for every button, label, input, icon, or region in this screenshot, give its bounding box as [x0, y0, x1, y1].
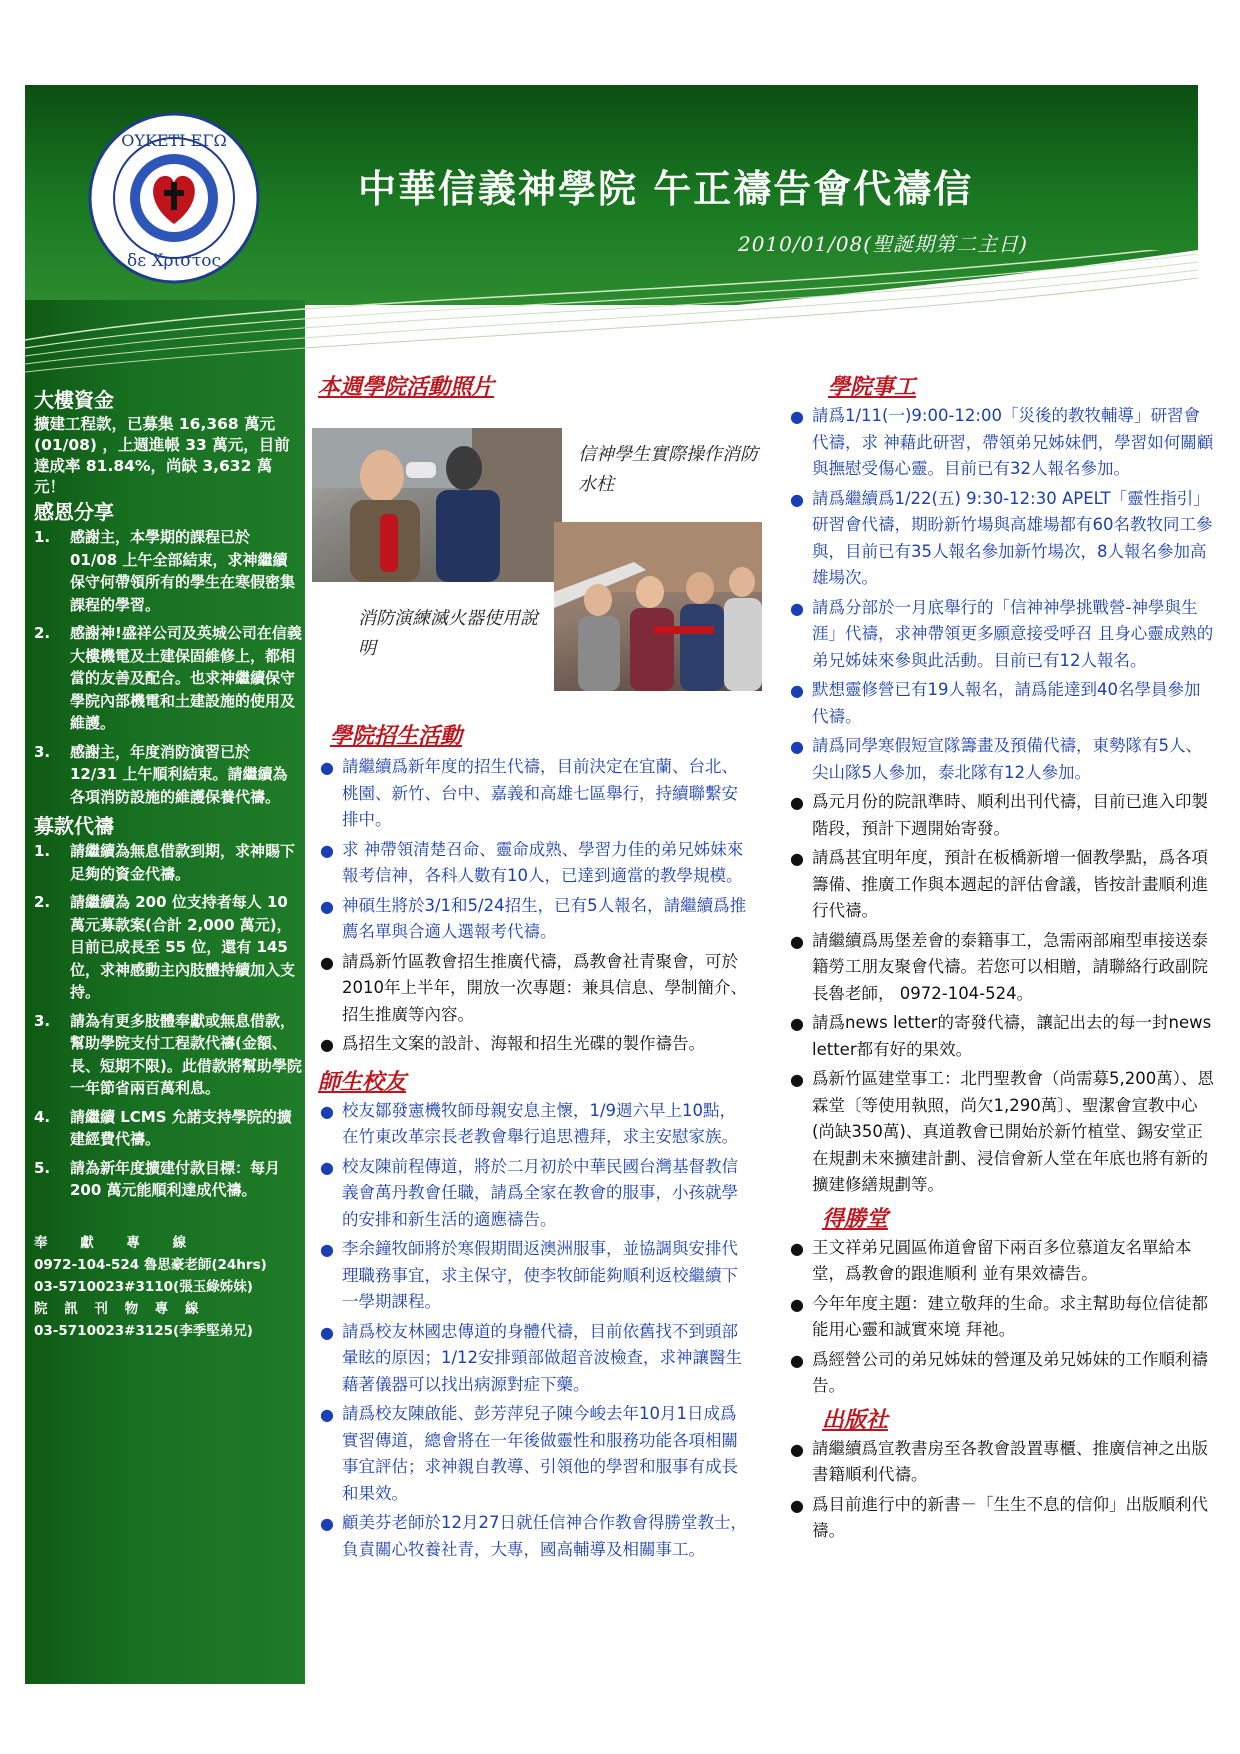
- list-item: ● 請爲繼續爲1/22(五) 9:30-12:30 APELT「靈性指引」研習會代禱，期盼新竹場與高雄場都有60名教牧同工參與，目前已有35人報名參加新竹場次，8人報名參加高雄場次。: [790, 488, 1213, 587]
- list-item: ● 爲元月份的院訊準時、順利出刊代禱，目前已進入印製階段，預計下週開始寄發。: [790, 792, 1208, 838]
- offering-line: 0972-104-524 魯思豪老師(24hrs): [34, 1256, 267, 1273]
- list-item: [34, 840, 302, 885]
- item-number: 3.: [34, 1011, 51, 1030]
- item-text: 請繼續爲新年度的招生代禱，目前決定在宜蘭、台北、桃園、新竹、台中、嘉義和高雄七區舉行，持續聯繫安排中。: [342, 757, 738, 829]
- list-item: ● 請繼續爲宣教書房至各教會設置專櫃、推廣信神之出版書籍順利代禱。: [790, 1438, 1208, 1484]
- list-item: [34, 891, 302, 1004]
- item-text: 李余鐘牧師將於寒假期間返澳洲服事，並協調與安排代理職務事宜，求主保守，使李牧師能夠順利返校繼續下一學期課程。: [342, 1239, 738, 1311]
- list-item: ● 校友鄒發憲機牧師母親安息主懷，1/9週六早上10點，在竹東改革宗長老教會舉行追思禮拜，求主安慰家族。: [320, 1100, 738, 1146]
- item-text: 請繼續為無息借款到期，求神賜下足夠的資金代禱。: [70, 842, 296, 883]
- publisher-section-title: 出版社: [822, 1406, 889, 1433]
- publication-line: 03-5710023#3125(李季堅弟兄): [34, 1322, 253, 1339]
- list-item: ● 請爲1/11(一)9:00-12:00「災後的教牧輔導」研習會代禱，求 神藉此研習，帶領弟兄姊妹們，學習如何關顧與撫慰受傷心靈。目前已有32人報名參加。: [790, 406, 1214, 478]
- item-text: 神碩生將於3/1和5/24招生，已有5人報名，請繼續爲推薦名單與合適人選報考代禱。: [342, 895, 747, 941]
- list-item: ● 請爲分部於一月底舉行的「信神神學挑戰營-神學與生涯」代禱，求神帶領更多願意接受呼召 且身心靈成熟的弟兄姊妹來參與此活動。目前已有12人報名。: [790, 597, 1214, 670]
- list-item: ● 求 神帶領清楚召命、靈命成熟、學習力佳的弟兄姊妹來報考信神，各科人數有10人，已達到適當的教學規模。: [320, 839, 744, 885]
- thanks-title: 感恩分享: [34, 500, 114, 524]
- list-item: ● 請爲同學寒假短宣隊籌畫及預備代禱，東勢隊有5人、尖山隊5人參加，泰北隊有12人參加。: [790, 736, 1202, 782]
- list-item: ● 王文祥弟兄圓區佈道會留下兩百多位慕道友名單給本堂，爲教會的跟進順利 並有果效禱告。: [790, 1237, 1192, 1283]
- list-item: ● 顧美芬老師於12月27日就任信神合作教會得勝堂教士，負責關心牧養社青，大專，國高輔導及相關事工。: [320, 1513, 747, 1559]
- photo-caption-hose: 信神學生實際操作消防水柱: [578, 444, 758, 495]
- item-text: 請爲news letter的寄發代禱，讓記出去的每一封news letter都有好的果效。: [812, 1013, 1212, 1059]
- middle-column: [318, 370, 748, 1566]
- item-text: 王文祥弟兄圓區佈道會留下兩百多位慕道友名單給本堂，爲教會的跟進順利 並有果效禱告。: [812, 1237, 1192, 1283]
- seal-text-top: ΟΥΚΕΤΙ ΕΓΩ: [121, 131, 227, 150]
- item-text: 感謝主，本學期的課程已於 01/08 上午全部結束，求神繼續保守何帶領所有的學生在寒假密集課程的學習。: [70, 528, 296, 614]
- ministry-section-title: 學院事工: [828, 374, 917, 400]
- list-item: [34, 622, 302, 735]
- item-text: 校友鄒發憲機牧師母親安息主懷，1/9週六早上10點，在竹東改革宗長老教會舉行追思禮拜，求主安慰家族。: [342, 1100, 738, 1146]
- item-text: 求 神帶領清楚召命、靈命成熟、學習力佳的弟兄姊妹來報考信神，各科人數有10人，已達到適當的教學規模。: [342, 839, 744, 885]
- item-text: 今年年度主題：建立敬拜的生命。求主幫助每位信徒都能用心靈和誠實來境 拜祂。: [812, 1293, 1208, 1339]
- building-fund-title: 大樓資金: [34, 388, 114, 412]
- list-item: ● 爲目前進行中的新書－「生生不息的信仰」出版順利代禱。: [790, 1494, 1208, 1540]
- list-item: ● 請爲news letter的寄發代禱，讓記出去的每一封news letter都有好的果效。: [790, 1013, 1212, 1059]
- list-item: ● 請爲校友林國忠傳道的身體代禱，目前依舊找不到頭部暈眩的原因；1/12安排頸部做超音波檢查，求神讓醫生藉著儀器可以找出病源對症下藥。: [320, 1321, 743, 1394]
- item-text: 請為有更多肢體奉獻或無息借款，幫助學院支付工程款代禱(金額、長、短期不限)。此借款將幫助學院一年節省兩百萬利息。: [70, 1011, 302, 1097]
- list-item: [34, 1106, 302, 1151]
- recruit-list: [318, 754, 748, 1058]
- list-item: ● 請繼續爲馬堡差會的泰籍事工，急需兩部廂型車接送泰籍勞工朋友聚會代禱。若您可以相贈，請聯絡行政副院長魯老師， 0972-104-524。: [790, 930, 1208, 1003]
- list-item: ● 請爲新竹區教會招生推廣代禱，爲教會社青聚會，可於2010年上半年，開放一次專題：兼具信息、學制簡介、招生推廣等內容。: [320, 951, 747, 1024]
- item-text: 請爲校友陳啟能、彭芳萍兒子陳今峻去年10月1日成爲實習傳道，總會將在一年後做靈性和服務功能各項相關事宜評估；求神親自教導、引領他的學習和服事有成長和果效。: [342, 1404, 738, 1503]
- victory-list: [788, 1235, 1216, 1400]
- item-text: 請繼續 LCMS 允諾支持學院的擴建經費代禱。: [70, 1107, 292, 1148]
- list-item: ● 爲新竹區建堂事工：北門聖教會（尚需募5,200萬）、恩霖堂〔等使用執照，尚欠1,290萬〕、聖潔會宣教中心(尚缺350萬)、真道教會已開始於新竹植堂、錫安堂正在規劃未來擴建計劃、浸信會新人堂在年底也將有新的擴建修繕規劃等。: [790, 1069, 1214, 1194]
- photo-caption-extinguisher: 消防演練滅火器使用說明: [358, 608, 538, 659]
- recruit-section-title: 學院招生活動: [330, 723, 463, 749]
- publication-label: 院 訊 刊 物 專 線: [34, 1300, 205, 1317]
- item-text: 請繼續爲宣教書房至各教會設置專櫃、推廣信神之出版書籍順利代禱。: [812, 1438, 1208, 1484]
- item-text: 顧美芬老師於12月27日就任信神合作教會得勝堂教士，負責關心牧養社青，大專，國高輔導及相關事工。: [342, 1513, 747, 1559]
- building-fund-text: 擴建工程款，已募集 16,368 萬元 (01/08) ，上週進帳 33 萬元，目前達成率 81.84%，尚缺 3,632 萬元！: [34, 415, 290, 496]
- list-item: ● 請爲校友陳啟能、彭芳萍兒子陳今峻去年10月1日成爲實習傳道，總會將在一年後做靈性和服務功能各項相關事宜評估；求神親自教導、引領他的學習和服事有成長和果效。: [320, 1404, 738, 1503]
- list-item: ● 爲招生文案的設計、海報和招生光碟的製作禱告。: [320, 1034, 705, 1054]
- seminary-seal-logo: [88, 112, 260, 284]
- issue-date: 2010/01/08(聖誕期第二主日): [738, 232, 1028, 256]
- offering-label: 奉 獻 專 線: [34, 1234, 201, 1251]
- ministry-list: [788, 403, 1216, 1199]
- list-item: ● 校友陳前程傳道，將於二月初於中華民國台灣基督教信義會萬丹教會任職，請爲全家在教會的服事，小孩就學的安排和新生活的適應禱告。: [320, 1156, 738, 1229]
- list-item: ● 神碩生將於3/1和5/24招生，已有5人報名，請繼續爲推薦名單與合適人選報考代禱。: [320, 895, 747, 941]
- item-text: 請爲分部於一月底舉行的「信神神學挑戰營-神學與生涯」代禱，求神帶領更多願意接受呼召 且身心靈成熟的弟兄姊妹來參與此活動。目前已有12人報名。: [812, 597, 1214, 670]
- item-text: 校友陳前程傳道，將於二月初於中華民國台灣基督教信義會萬丹教會任職，請爲全家在教會的服事，小孩就學的安排和新生活的適應禱告。: [342, 1156, 738, 1229]
- seal-text-bottom: δε Χριστος: [127, 251, 221, 271]
- item-text: 請爲新竹區教會招生推廣代禱，爲教會社青聚會，可於2010年上半年，開放一次專題：兼具信息、學制簡介、招生推廣等內容。: [342, 951, 747, 1024]
- item-text: 請爲同學寒假短宣隊籌畫及預備代禱，東勢隊有5人、尖山隊5人參加，泰北隊有12人參加。: [812, 736, 1202, 782]
- list-item: ● 爲經營公司的弟兄姊妹的營運及弟兄姊妹的工作順利禱告。: [790, 1349, 1208, 1395]
- alumni-list: [318, 1098, 748, 1564]
- item-text: 請爲1/11(一)9:00-12:00「災後的教牧輔導」研習會代禱，求 神藉此研習，帶領弟兄姊妹們，學習如何關顧與撫慰受傷心靈。目前已有32人報名參加。: [812, 406, 1214, 478]
- item-text: 請繼續為 200 位支持者每人 10 萬元募款案(合計 2,000 萬元)，目前已成長至 55 位，還有 145 位，求神感動主內肢體持續加入支持。: [70, 893, 296, 1001]
- photos-section-title: 本週學院活動照片: [318, 374, 495, 400]
- item-text: 爲經營公司的弟兄姊妹的營運及弟兄姊妹的工作順利禱告。: [812, 1349, 1208, 1395]
- list-item: ● 請繼續爲新年度的招生代禱，目前決定在宜蘭、台北、桃園、新竹、台中、嘉義和高雄七區舉行，持續聯繫安排中。: [320, 757, 738, 829]
- item-text: 爲招生文案的設計、海報和招生光碟的製作禱告。: [342, 1034, 705, 1053]
- item-number: 3.: [34, 742, 51, 761]
- item-number: 1.: [34, 528, 51, 546]
- list-item: ● 請爲甚宜明年度，預計在板橋新增一個教學點，爲各項籌備、推廣工作與本週起的評估會議，皆按計畫順利進行代禱。: [790, 848, 1208, 920]
- victory-section-title: 得勝堂: [822, 1205, 889, 1232]
- item-number: 4.: [34, 1107, 51, 1126]
- item-text: 請繼續爲馬堡差會的泰籍事工，急需兩部廂型車接送泰籍勞工朋友聚會代禱。若您可以相贈，請聯絡行政副院長魯老師， 0972-104-524。: [812, 930, 1208, 1003]
- left-column: [34, 386, 302, 1342]
- contact-info: [34, 1232, 302, 1342]
- item-number: 5.: [34, 1158, 51, 1177]
- list-item: [34, 741, 302, 809]
- item-number: 2.: [34, 624, 51, 642]
- list-item: ● 今年年度主題：建立敬拜的生命。求主幫助每位信徒都能用心靈和誠實來境 拜祂。: [790, 1293, 1208, 1339]
- item-text: 請爲繼續爲1/22(五) 9:30-12:30 APELT「靈性指引」研習會代禱，期盼新竹場與高雄場都有60名教牧同工參與，目前已有35人報名參加新竹場次，8人報名參加高雄場次。: [812, 488, 1213, 587]
- thanks-list: [34, 526, 302, 808]
- item-text: 爲目前進行中的新書－「生生不息的信仰」出版順利代禱。: [812, 1494, 1208, 1540]
- list-item: [34, 1010, 302, 1100]
- list-item: ● 默想靈修營已有19人報名，請爲能達到40名學員參加代禱。: [790, 680, 1201, 726]
- item-number: 2.: [34, 893, 51, 911]
- item-text: 請爲甚宜明年度，預計在板橋新增一個教學點，爲各項籌備、推廣工作與本週起的評估會議，皆按計畫順利進行代禱。: [812, 848, 1208, 920]
- item-text: 爲新竹區建堂事工：北門聖教會（尚需募5,200萬）、恩霖堂〔等使用執照，尚欠1,290萬〕、聖潔會宣教中心(尚缺350萬)、真道教會已開始於新竹植堂、錫安堂正在規劃未來擴建計劃、浸信會新人堂在年底也將有新的擴建修繕規劃等。: [812, 1069, 1214, 1194]
- item-text: 請爲校友林國忠傳道的身體代禱，目前依舊找不到頭部暈眩的原因；1/12安排頸部做超音波檢查，求神讓醫生藉著儀器可以找出病源對症下藥。: [342, 1321, 743, 1394]
- item-text: 爲元月份的院訊準時、順利出刊代禱，目前已進入印製階段，預計下週開始寄發。: [812, 792, 1208, 838]
- item-number: 1.: [34, 842, 51, 860]
- publisher-list: [788, 1436, 1216, 1545]
- item-text: 感謝神!盛祥公司及英城公司在信義大樓機電及土建保固維修上，都相當的友善及配合。也求神繼續保守學院內部機電和土建設施的使用及維護。: [70, 624, 302, 732]
- list-item: ● 李余鐘牧師將於寒假期間返澳洲服事，並協調與安排代理職務事宜，求主保守，使李牧師能夠順利返校繼續下一學期課程。: [320, 1239, 738, 1311]
- item-text: 默想靈修營已有19人報名，請爲能達到40名學員參加代禱。: [812, 680, 1201, 726]
- list-item: [34, 526, 302, 616]
- alumni-section-title: 師生校友: [318, 1068, 407, 1095]
- offering-line: 03-5710023#3110(張玉綠姊妹): [34, 1278, 253, 1295]
- right-column: [788, 370, 1216, 1548]
- item-text: 感謝主，年度消防演習已於 12/31 上午順利結束。請繼續為各項消防設施的維護保養代禱。: [70, 742, 288, 806]
- item-text: 請為新年度擴建付款目標：每月 200 萬元能順利達成代禱。: [70, 1158, 281, 1199]
- fundraising-list: [34, 840, 302, 1202]
- page-title: 中華信義神學院 午正禱告會代禱信: [358, 166, 974, 211]
- list-item: [34, 1157, 302, 1202]
- fundraising-title: 募款代禱: [34, 814, 114, 838]
